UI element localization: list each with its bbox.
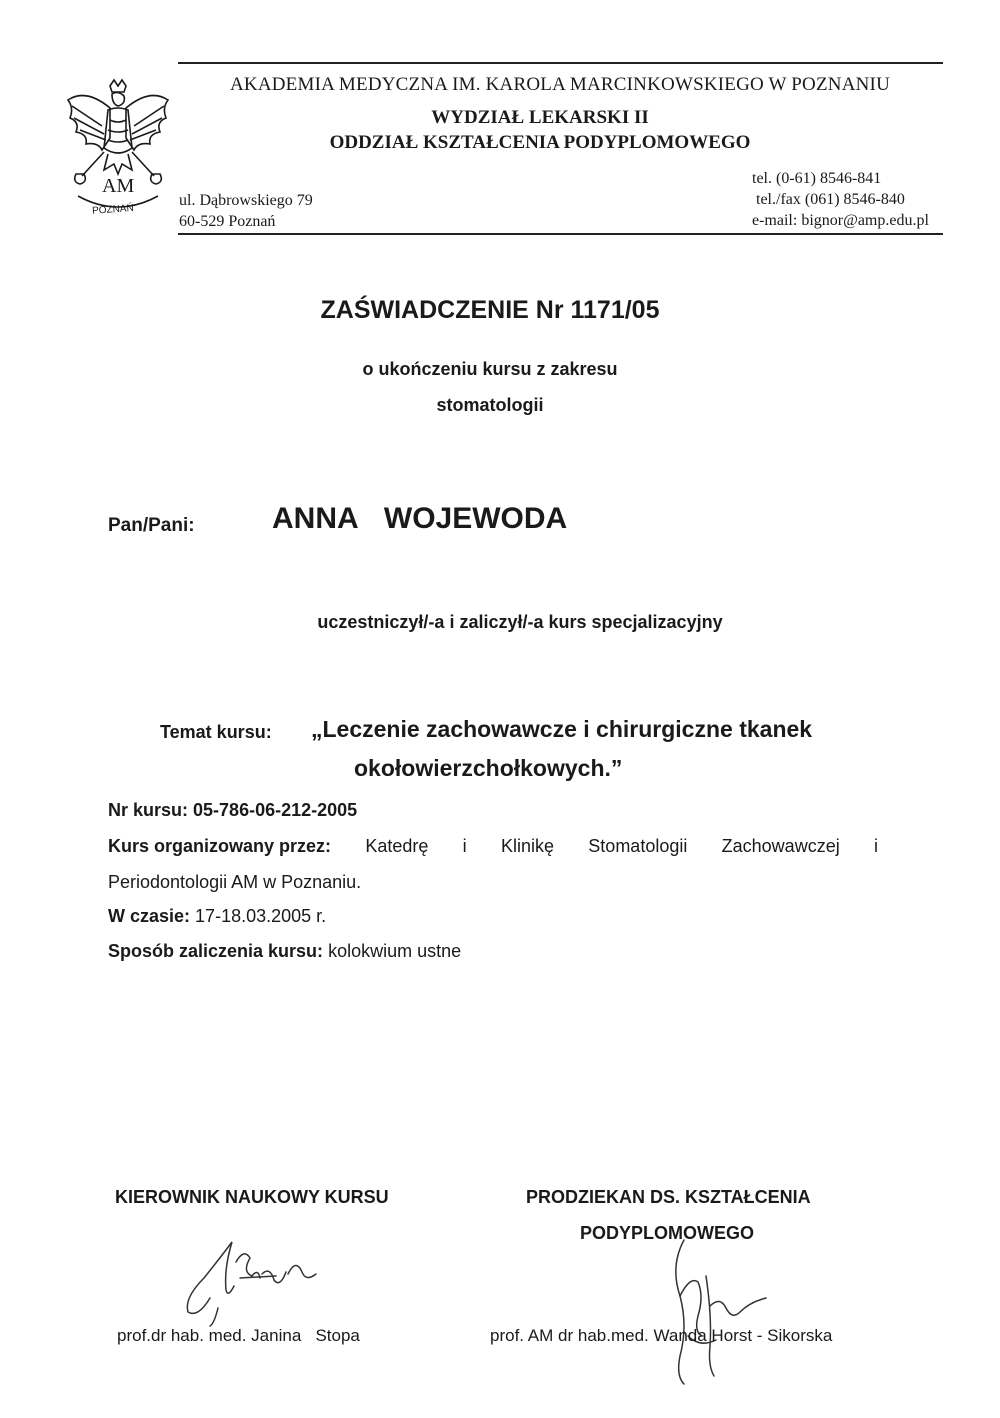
certificate-subtitle: o ukończeniu kursu z zakresu [362,359,618,379]
certificate-title: ZAŚWIADCZENIE Nr 1171/05 [320,296,660,324]
header-bottom-rule [178,233,943,235]
organizer-word: Klinikę [500,836,554,856]
address-street: ul. Dąbrowskiego 79 [179,192,313,209]
organizer-label: Kurs organizowany przez: [108,836,332,856]
department-name: WYDZIAŁ LEKARSKI II [431,107,649,128]
right-signatory-name: prof. AM dr hab.med. Wanda Horst - Sikorska [490,1326,833,1345]
right-signatory-title-1: PRODZIEKAN DS. KSZTAŁCENIA [526,1187,811,1207]
course-number-value: 05-786-06-212-2005 [193,800,358,820]
phone-number: tel. (0-61) 8546-841 [752,170,882,187]
right-handwritten-signature [650,1236,780,1386]
institution-name: AKADEMIA MEDYCZNA IM. KAROLA MARCINKOWSKIEGO W POZNANIU [230,74,890,95]
email-address: e-mail: bignor@amp.edu.pl [752,212,929,229]
division-name: ODDZIAŁ KSZTAŁCENIA PODYPLOMOWEGO [329,132,751,153]
organizer-word: Zachowawczej [721,836,840,856]
organizer-word: i [874,836,878,856]
participation-statement: uczestniczył/-a i zaliczył/-a kurs specjalizacyjny [317,612,723,632]
organizer-word: i [462,836,467,856]
topic-line-2: okołowierzchołkowych.” [354,755,623,781]
left-signatory-title: KIEROWNIK NAUKOWY KURSU [115,1187,389,1207]
header-top-rule [178,62,943,64]
logo-monogram: AM [102,175,135,197]
certificate-field: stomatologii [436,395,544,415]
topic-line-1: „Leczenie zachowawcze i chirurgiczne tkanek [311,716,813,742]
left-signatory-name: prof.dr hab. med. Janina Stopa [117,1326,360,1345]
address-city: 60-529 Poznań [179,213,276,230]
left-handwritten-signature [180,1228,330,1328]
organizer-line [108,836,878,857]
logo-city: POZNAŃ [91,202,135,217]
university-eagle-logo [58,78,178,218]
fax-number: tel./fax (061) 8546-840 [756,191,905,208]
organizer-word: Katedrę [365,836,429,856]
time-value: 17-18.03.2005 r. [195,906,327,926]
organizer-line-2: Periodontologii AM w Poznaniu. [108,872,362,892]
organizer-word: Stomatologii [588,836,688,856]
recipient-name: ANNA WOJEWODA [272,502,568,535]
course-number-line [108,800,357,821]
time-line [108,906,326,927]
completion-method-label: Sposób zaliczenia kursu: [108,941,324,961]
right-signatory-title-2: PODYPLOMOWEGO [580,1223,755,1243]
completion-method-value: kolokwium ustne [328,941,462,961]
topic-label: Temat kursu: [160,722,272,742]
completion-method-line [108,941,461,962]
course-number-label: Nr kursu: [108,800,189,820]
salutation-label: Pan/Pani: [108,515,195,536]
time-label: W czasie: [108,906,191,926]
